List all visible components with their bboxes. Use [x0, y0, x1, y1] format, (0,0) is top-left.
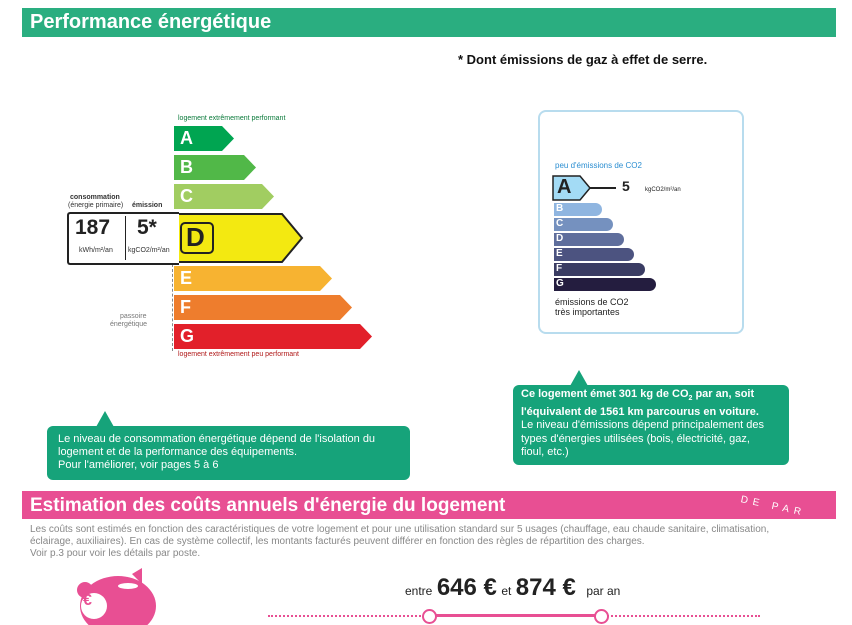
cost-par-an: par an	[586, 584, 621, 598]
ges-bar-c	[554, 218, 613, 231]
ges-class-d: D	[556, 233, 564, 244]
costs-description	[30, 524, 830, 560]
cost-min: 646 €	[436, 574, 497, 601]
bubble-right-line5: fioul, etc.)	[521, 446, 569, 459]
dpe-class-g: G	[180, 326, 195, 346]
dpe-bar-e	[174, 266, 334, 291]
emission-value: 5*	[137, 216, 157, 239]
ges-bar-b	[554, 203, 602, 216]
piggy-euro-symbol: €	[83, 592, 92, 609]
ges-unit: kgCO2/m²/an	[645, 187, 681, 193]
ges-class-b: B	[556, 203, 564, 214]
cost-max: 874 €	[515, 574, 576, 601]
bubble-right-tail	[570, 370, 588, 386]
bubble-left	[47, 426, 410, 480]
passoire-label: passoire	[120, 313, 147, 320]
dpe-class-a: A	[180, 128, 193, 148]
cost-max-handle	[594, 609, 609, 624]
consumption-unit: kWh/m²/an	[79, 247, 113, 254]
ges-pointer-line	[590, 187, 616, 189]
bubble-left-line1: Le niveau de consommation énergétique dépend de l'isolation du	[58, 433, 376, 445]
passoire-sublabel: énergétique	[110, 321, 147, 328]
dpe-class-d: D	[186, 222, 205, 252]
ges-value: 5	[622, 178, 630, 194]
costs-section-title: Estimation des coûts annuels d'énergie du logement	[30, 495, 506, 516]
ges-class-c: C	[556, 218, 564, 229]
cost-et: et	[501, 584, 512, 598]
watermark-stamp: DE PAR	[739, 494, 807, 519]
dpe-class-b: B	[180, 157, 193, 177]
consumption-sublabel: (énergie primaire)	[68, 202, 124, 209]
dpe-class-c: C	[180, 186, 193, 206]
emission-label: émission	[132, 202, 163, 209]
dpe-bar-a	[174, 126, 236, 151]
dpe-bar-d-current	[174, 212, 306, 269]
cost-min-handle	[422, 609, 437, 624]
costs-section-header	[22, 491, 836, 519]
bubble-right-line4: types d'énergies utilisées (bois, électricité, gaz,	[521, 432, 750, 445]
dpe-value-box	[67, 212, 179, 265]
dpe-class-e: E	[180, 268, 193, 288]
ges-bar-e	[554, 248, 634, 261]
bubble-left-tail	[96, 411, 114, 427]
bubble-right-line3: Le niveau d'émissions dépend principalement des	[521, 419, 765, 432]
costs-desc-line1: Les coûts sont estimés en fonction des caractéristiques de votre logement et pour une utilisation standard sur 5 usages (chauffage, eau chaude sanitaire, climatisation,	[30, 524, 770, 535]
dpe-bottom-label: logement extrêmement peu performant	[178, 351, 300, 358]
costs-desc-line2: éclairage, auxiliaires). En cas de système collectif, les montants facturés peuvent différer en fonction des règles de répartition des charges.	[30, 536, 645, 547]
ges-class-g: G	[556, 278, 564, 289]
bubble-left-line2: logement et de la performance des équipements.	[58, 446, 298, 458]
emission-unit: kgCO2/m²/an	[128, 247, 170, 254]
bubble-left-line3: Pour l'améliorer, voir pages 5 à 6	[58, 459, 219, 471]
bubble-right-line2: l'équivalent de 1561 km parcourus en voiture.	[521, 405, 759, 418]
dpe-bar-g	[174, 324, 374, 349]
ges-bar-a-current	[552, 175, 592, 206]
consumption-label: consommation	[70, 194, 120, 201]
ges-bottom-sublabel: très importantes	[555, 307, 620, 317]
energy-section-title: Performance énergétique	[30, 11, 272, 33]
dpe-bar-c	[174, 184, 276, 209]
dpe-bar-f	[174, 295, 354, 320]
dpe-class-f: F	[180, 297, 191, 317]
dpe-top-label: logement extrêmement performant	[178, 115, 286, 122]
ges-class-a: A	[557, 176, 572, 198]
cost-range	[405, 574, 620, 602]
ges-bottom-label: émissions de CO2	[555, 297, 629, 307]
ges-bar-f	[554, 263, 645, 276]
passoire-bracket	[172, 264, 174, 351]
energy-section-header	[22, 8, 836, 37]
consumption-value: 187	[75, 216, 111, 239]
dpe-bar-b	[174, 155, 258, 180]
ges-class-e: E	[556, 248, 563, 259]
ges-top-label: peu d'émissions de CO2	[555, 161, 642, 170]
ges-bar-d	[554, 233, 624, 246]
cost-entre: entre	[405, 584, 433, 598]
ges-bar-g	[554, 278, 656, 291]
costs-desc-line3: Voir p.3 pour voir les détails par poste.	[30, 548, 201, 559]
bubble-right	[513, 385, 789, 465]
ges-class-f: F	[556, 263, 563, 274]
bubble-right-line1: Ce logement émet 301 kg de $CO_2$ par an, soit	[521, 388, 755, 403]
cost-range-fill	[430, 614, 600, 617]
ges-footnote: * Dont émissions de gaz à effet de serre.	[458, 52, 708, 67]
